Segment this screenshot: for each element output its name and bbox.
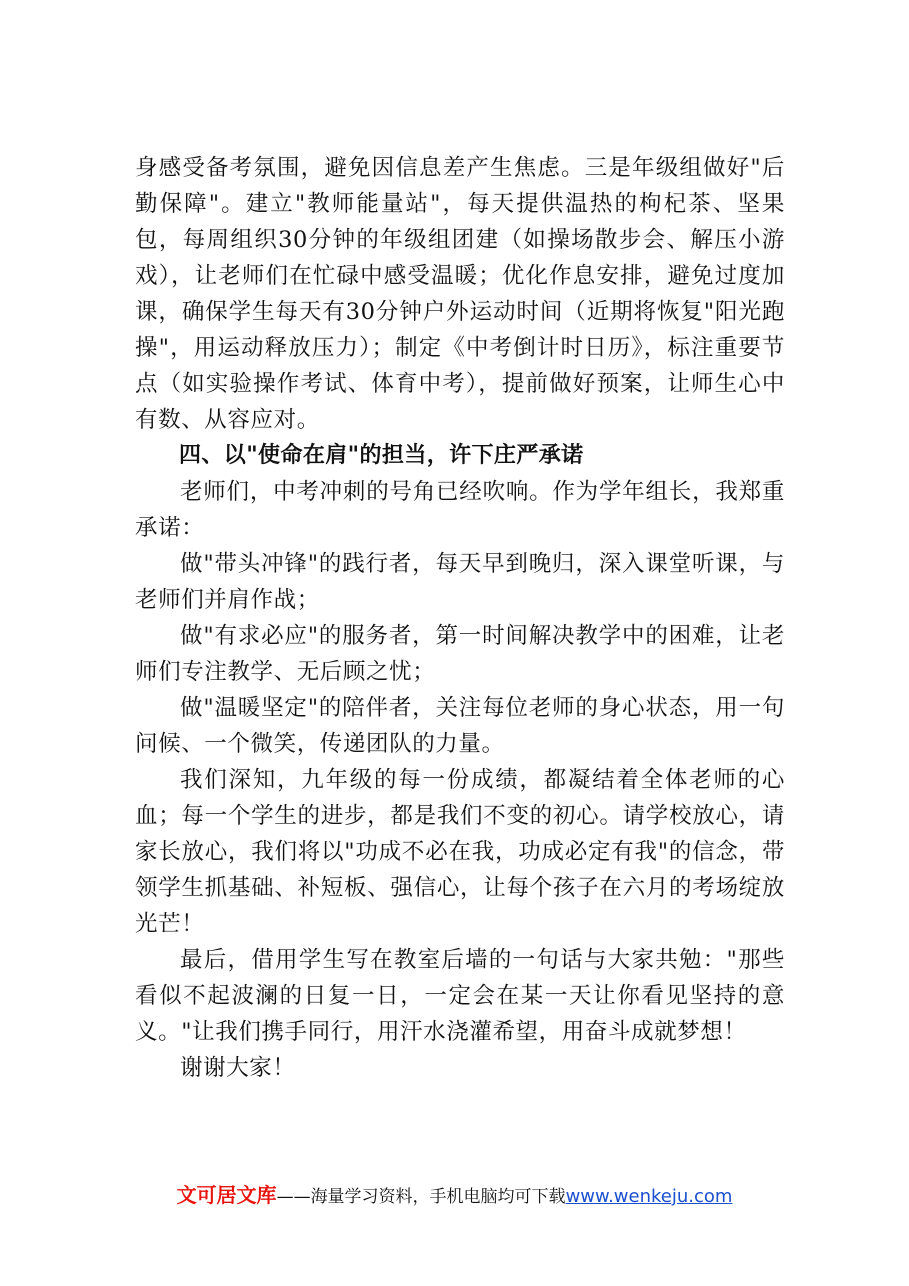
paragraph-commitment-leader: 做"带头冲锋"的践行者，每天早到晚归，深入课堂听课，与老师们并肩作战； xyxy=(135,551,785,613)
paragraph-intro: 身感受备考氛围，避免因信息差产生焦虑。三是年级组做好"后勤保障"。建立"教师能量站"，每天提供温热的枸杞茶、坚果包，每周组织30分钟的年级组团建（如操场散步会、解压小游戏），让老师们在忙碌中感受温暖；优化作息安排，避免过度加课，确保学生每天有30分钟户外运动时间（近期将恢复"阳光跑操"，用运动释放压力）；制定《中考倒计时日历》，标注重要节点（如实验操作考试、体育中考），提前做好预案，让师生心中有数、从容应对。 xyxy=(135,155,785,433)
footer-brand: 文可居文库 xyxy=(176,1183,277,1207)
paragraph-thanks: 谢谢大家！ xyxy=(180,1055,296,1081)
footer-banner xyxy=(0,1180,909,1212)
paragraph-commitment-service: 做"有求必应"的服务者，第一时间解决教学中的困难，让老师们专注教学、无后顾之忧； xyxy=(135,623,785,685)
paragraph-commitment-companion: 做"温暖坚定"的陪伴者，关注每位老师的身心状态，用一句问候、一个微笑，传递团队的力量。 xyxy=(135,695,785,757)
paragraph-commitment-intro: 老师们，中考冲刺的号角已经吹响。作为学年组长，我郑重承诺： xyxy=(135,479,785,541)
document-body xyxy=(135,150,785,1086)
footer-site-link[interactable]: www.wenkeju.com xyxy=(565,1186,733,1207)
paragraph-pledge: 我们深知，九年级的每一份成绩，都凝结着全体老师的心血；每一个学生的进步，都是我们不变的初心。请学校放心，请家长放心，我们将以"功成不必在我，功成必定有我"的信念，带领学生抓基础、补短板、强信心，让每个孩子在六月的考场绽放光芒！ xyxy=(135,767,785,937)
section-heading: 四、以"使命在肩"的担当，许下庄严承诺 xyxy=(179,443,584,468)
footer-tagline: ——海量学习资料，手机电脑均可下载 xyxy=(276,1187,566,1207)
paragraph-closing: 最后，借用学生写在教室后墙的一句话与大家共勉："那些看似不起波澜的日复一日，一定会在某一天让你看见坚持的意义。"让我们携手同行，用汗水浇灌希望，用奋斗成就梦想！ xyxy=(135,947,785,1045)
